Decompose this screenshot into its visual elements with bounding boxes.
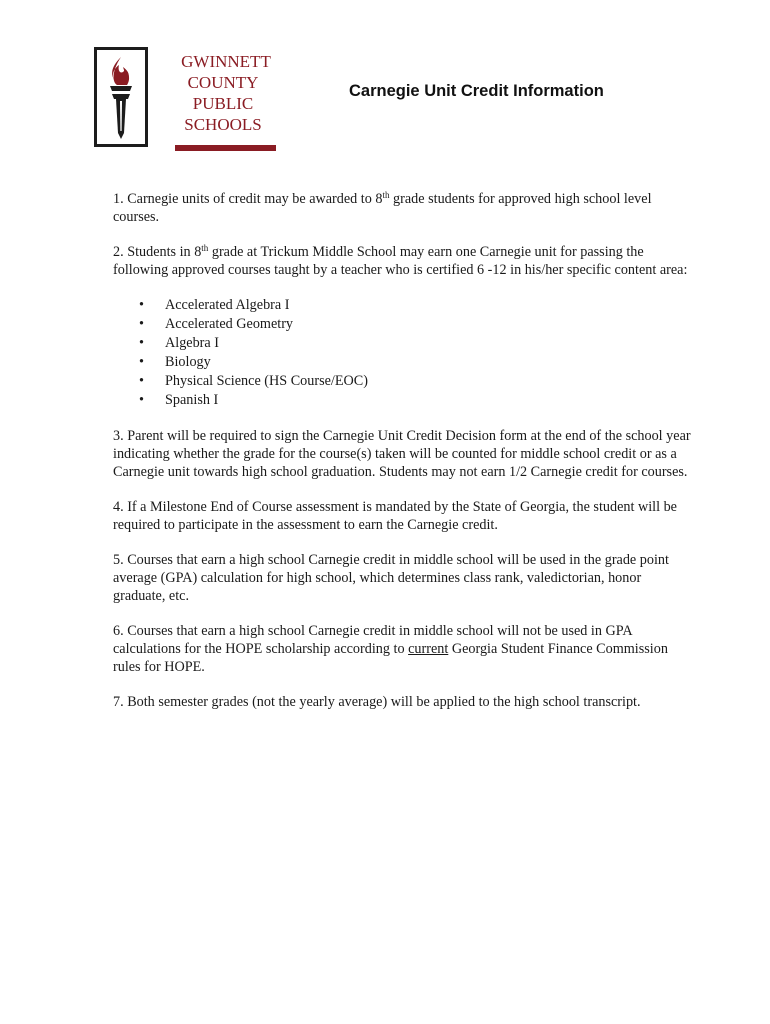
item-7: 7. Both semester grades (not the yearly average) will be applied to the high school transcript. <box>113 694 641 710</box>
logo-line-2: COUNTY <box>187 73 259 92</box>
page-title: Carnegie Unit Credit Information <box>349 82 604 100</box>
item-1: 1. Carnegie units of credit may be awarded to 8th grade students for approved high school level courses. <box>113 190 652 225</box>
underlined-word: current <box>408 641 449 657</box>
item-2: 2. Students in 8th grade at Trickum Middle School may earn one Carnegie unit for passing the following approved courses taught by a teacher who is certified 6 -12 in his/her specific content area: <box>113 243 688 278</box>
item-4: 4. If a Milestone End of Course assessment is mandated by the State of Georgia, the student will be required to participate in the assessment to earn the Carnegie credit. <box>113 499 677 533</box>
list-item: • Physical Science (HS Course/EOC) <box>139 373 368 389</box>
logo-line-1: GWINNETT <box>181 52 271 71</box>
item-5: 5. Courses that earn a high school Carnegie credit in middle school will be used in the grade point average (GPA) calculation for high school, which determines class rank, valedictorian, honor graduate, etc. <box>113 552 669 604</box>
logo-line-3: PUBLIC <box>192 94 254 113</box>
bullet: • <box>139 373 144 389</box>
logo-underline-bar <box>175 145 276 151</box>
bullet: • <box>139 297 144 313</box>
district-logo <box>94 47 284 157</box>
bullet: • <box>139 392 144 408</box>
bullet: • <box>139 335 144 351</box>
logo-frame <box>94 47 148 147</box>
logo-line-4: SCHOOLS <box>184 115 262 134</box>
item-3: 3. Parent will be required to sign the Carnegie Unit Credit Decision form at the end of the school year indicating whether the grade for the course(s) taken will be counted for middle school credit or as a Carnegie unit towards high school graduation. Students may not earn 1/2 Carnegie credit for courses. <box>113 428 691 480</box>
course-list <box>113 296 693 410</box>
logo-wordmark <box>167 51 279 135</box>
list-item: • Spanish I <box>139 392 219 408</box>
list-item: • Accelerated Algebra I <box>139 297 290 313</box>
item-6: 6. Courses that earn a high school Carnegie credit in middle school will not be used in GPA calculations for the HOPE scholarship according to current Georgia Student Finance Commission rules for HOPE. <box>113 623 668 675</box>
torch-icon <box>101 53 141 141</box>
list-item: • Accelerated Geometry <box>139 316 294 332</box>
bullet: • <box>139 354 144 370</box>
list-item: • Biology <box>139 354 211 370</box>
document-body <box>113 190 693 728</box>
bullet: • <box>139 316 144 332</box>
list-item: • Algebra I <box>139 335 219 351</box>
